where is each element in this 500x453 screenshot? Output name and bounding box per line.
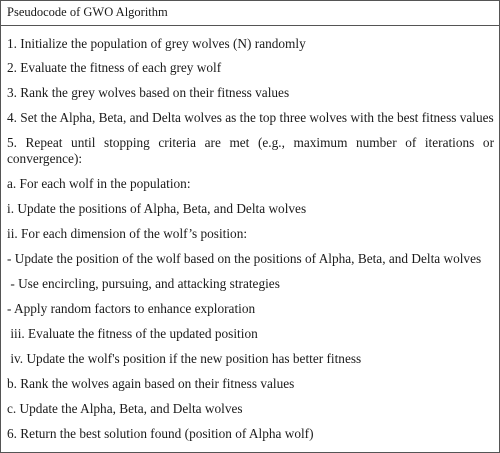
step-5a-iii: iii. Evaluate the fitness of the updated position <box>7 326 258 341</box>
step-5a-ii-update: - Update the position of the wolf based on the positions of Alpha, Beta, and Delta wolves <box>7 251 482 266</box>
step-3: 3. Rank the grey wolves based on their fitness values <box>7 85 290 100</box>
step-5a-ii: ii. For each dimension of the wolf’s position: <box>7 226 248 241</box>
step-1: 1. Initialize the population of grey wolves (N) randomly <box>7 36 306 51</box>
step-5b: b. Rank the wolves again based on their fitness values <box>7 376 295 391</box>
step-4: 4. Set the Alpha, Beta, and Delta wolves as the top three wolves with the best fitness values <box>7 110 494 125</box>
step-6: 6. Return the best solution found (position of Alpha wolf) <box>7 426 314 441</box>
step-5c: c. Update the Alpha, Beta, and Delta wolves <box>7 401 243 416</box>
table-title: Pseudocode of GWO Algorithm <box>1 1 499 26</box>
step-5a-ii-random: - Apply random factors to enhance exploration <box>7 301 256 316</box>
step-5a-i: i. Update the positions of Alpha, Beta, and Delta wolves <box>7 201 307 216</box>
pseudocode-steps <box>1 36 499 442</box>
step-5: 5. Repeat until stopping criteria are met (e.g., maximum number of iterations or convergence): <box>7 135 494 166</box>
step-5a: a. For each wolf in the population: <box>7 176 191 191</box>
step-5a-ii-strategies: - Use encircling, pursuing, and attacking strategies <box>7 276 280 291</box>
step-2: 2. Evaluate the fitness of each grey wolf <box>7 60 222 75</box>
step-5a-iv: iv. Update the wolf's position if the new position has better fitness <box>7 351 362 366</box>
